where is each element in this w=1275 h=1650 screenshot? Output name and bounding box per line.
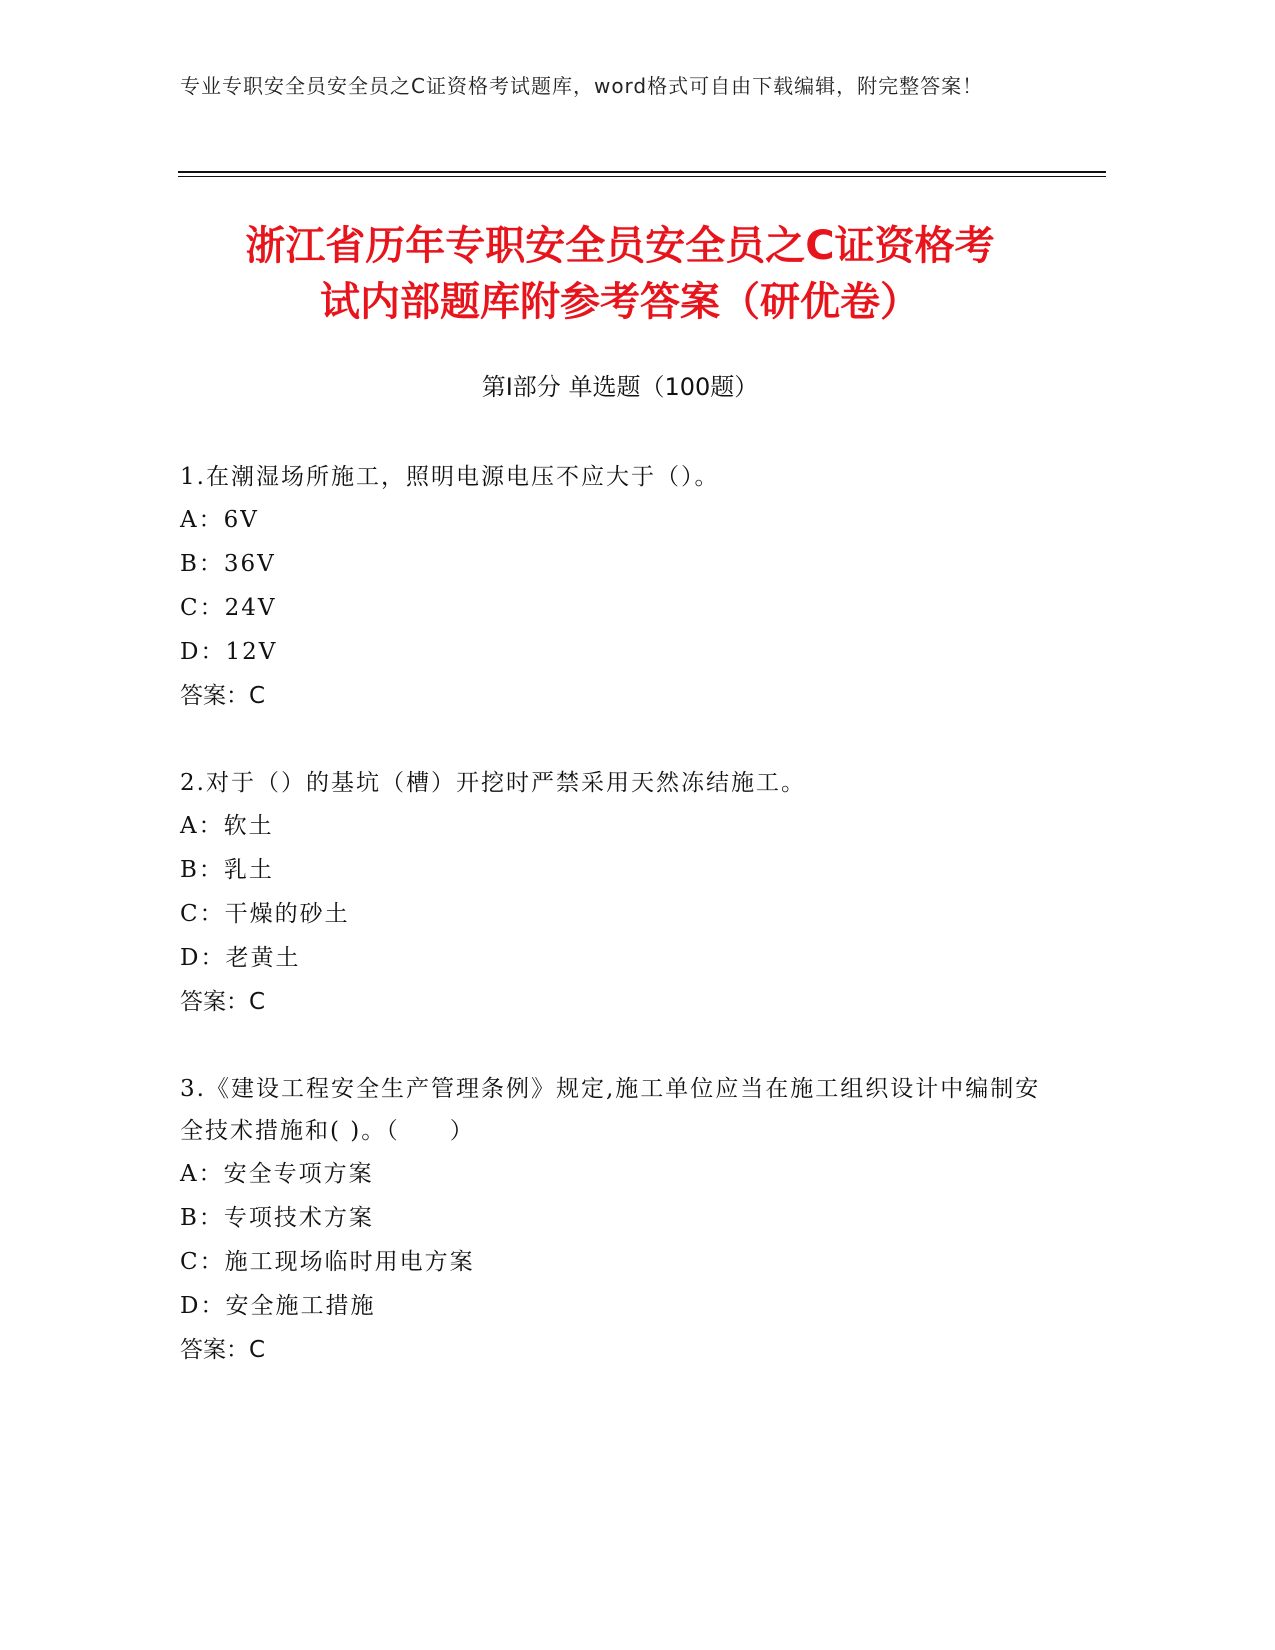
question-list [180, 456, 1060, 1416]
question-stem: 2.对于（）的基坑（槽）开挖时严禁采用天然冻结施工。 [180, 770, 806, 796]
question-3 [180, 1068, 1060, 1372]
option-b: B：乳土 [180, 857, 274, 883]
question-stem: 1.在潮湿场所施工，照明电源电压不应大于（）。 [180, 464, 720, 490]
question-2 [180, 762, 1060, 1024]
document-title-line-1: 浙江省历年专职安全员安全员之C证资格考 [245, 223, 995, 269]
header-divider-thick [178, 171, 1106, 173]
option-d: D：老黄土 [180, 945, 301, 971]
option-d: D：12V [180, 639, 278, 665]
answer-line: 答案：C [180, 683, 266, 709]
option-d: D：安全施工措施 [180, 1293, 376, 1319]
option-b: B：专项技术方案 [180, 1205, 374, 1231]
answer-line: 答案：C [180, 989, 266, 1015]
option-a: A：安全专项方案 [180, 1161, 374, 1187]
option-c: C：24V [180, 595, 277, 621]
header-divider-thin [178, 176, 1106, 177]
option-a: A：6V [180, 507, 259, 533]
section-heading: 第Ⅰ部分 单选题（100题） [481, 373, 759, 401]
answer-line: 答案：C [180, 1337, 266, 1363]
header-note: 专业专职安全员安全员之C证资格考试题库，word格式可自由下载编辑，附完整答案！ [180, 74, 984, 98]
document-title-line-2: 试内部题库附参考答案（研优卷） [320, 279, 920, 325]
option-c: C：施工现场临时用电方案 [180, 1249, 475, 1275]
question-stem: 3.《建设工程安全生产管理条例》规定,施工单位应当在施工组织设计中编制安全技术措施和( )。（ ） [180, 1076, 1041, 1144]
option-a: A：软土 [180, 813, 274, 839]
question-1 [180, 456, 1060, 718]
option-c: C：干燥的砂土 [180, 901, 350, 927]
option-b: B：36V [180, 551, 276, 577]
document-title [180, 218, 1060, 330]
